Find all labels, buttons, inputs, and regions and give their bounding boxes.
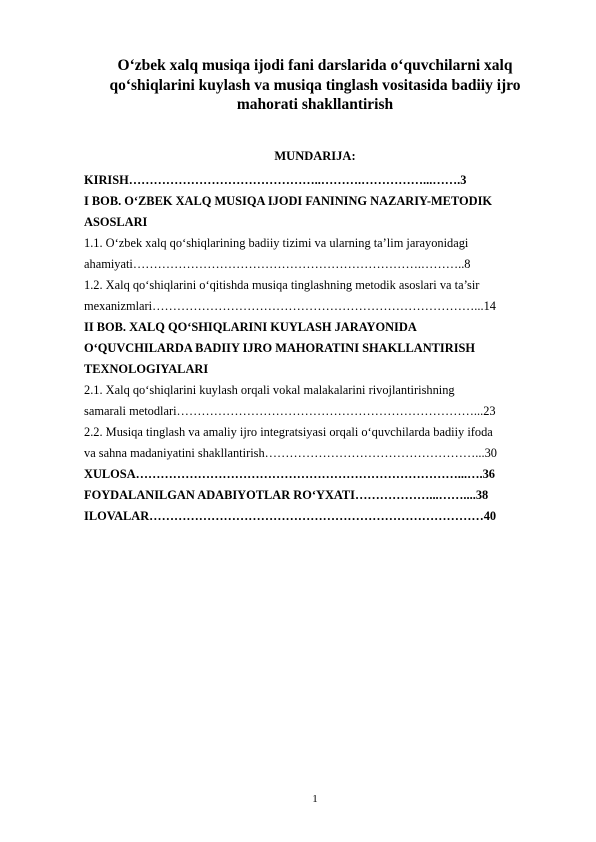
toc-line: mexanizmlari……………………………………………………………………...14 (84, 299, 496, 313)
toc-line: I BOB. O‘ZBEK XALQ MUSIQA IJODI FANINING NAZARIY-METODIK (84, 194, 493, 208)
document-title (90, 56, 540, 115)
title-line: mahorati shakllantirish (236, 96, 394, 113)
title-line: qo‘shiqlarini kuylash va musiqa tinglash vositasida badiiy ijro (109, 76, 521, 94)
toc-line: II BOB. XALQ QO‘SHIQLARINI KUYLASH JARAYONIDA (84, 320, 417, 334)
toc-heading: MUNDARIJA: (274, 149, 356, 163)
toc-line: O‘QUVCHILARDA BADIIY IJRO MAHORATINI SHAKLLANTIRISH (84, 341, 476, 355)
toc-line: samarali metodlari………………………………………………………………...23 (84, 404, 496, 418)
toc-line: ahamiyati…………………………………………………………….………..8 (84, 257, 471, 271)
page-number: 1 (312, 793, 318, 805)
toc-line: TEXNOLOGIYALARI (84, 362, 209, 376)
toc-line: ILOVALAR………………………………………………………………………40 (84, 509, 497, 523)
toc-line: FOYDALANILGAN ADABIYOTLAR RO‘YXATI………………...……....38 (84, 488, 489, 502)
toc-line: XULOSA……………………………………………………………………...….36 (84, 467, 495, 481)
toc-line: ASOSLARI (84, 215, 148, 229)
toc-line: 1.1. O‘zbek xalq qo‘shiqlarining badiiy tizimi va ularning ta’lim jarayonidagi (84, 236, 469, 250)
toc-line: 1.2. Xalq qo‘shiqlarini o‘qitishda musiqa tinglashning metodik asoslari va ta’sir (84, 278, 480, 292)
toc-line: KIRISH………………………………………..……….……………...…….3 (84, 173, 467, 187)
toc-line: 2.2. Musiqa tinglash va amaliy ijro integratsiyasi orqali o‘quvchilarda badiiy ifoda (84, 425, 493, 439)
toc-line: 2.1. Xalq qo‘shiqlarini kuylash orqali vokal malakalarini rivojlantirishning (84, 383, 455, 397)
table-of-contents (84, 170, 554, 527)
toc-line: va sahna madaniyatini shakllantirish……………………………………………...30 (84, 446, 497, 460)
title-line: O‘zbek xalq musiqa ijodi fani darslarida o‘quvchilarni xalq (117, 57, 513, 74)
